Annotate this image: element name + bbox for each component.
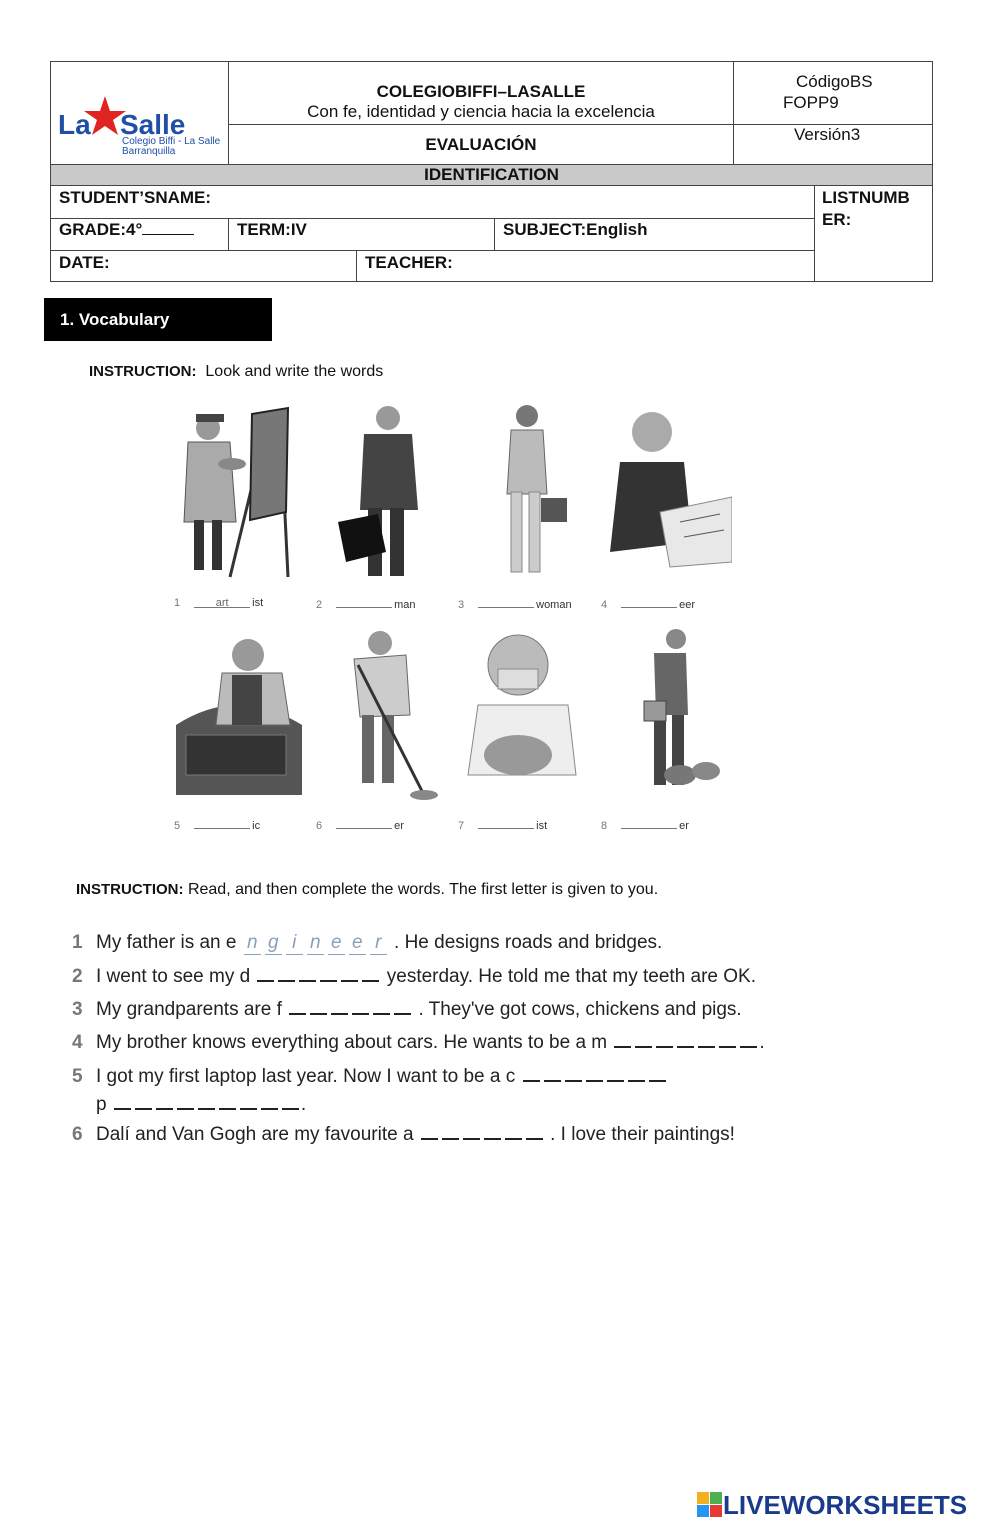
caption-1-input[interactable] xyxy=(194,597,250,608)
answer-letter[interactable]: n xyxy=(244,932,261,955)
sentence-6-post: . I love their paintings! xyxy=(550,1124,735,1145)
caption-5-suffix: ic xyxy=(252,820,261,832)
evaluation-title: EVALUACIÓN xyxy=(425,135,537,154)
liveworksheets-icon xyxy=(697,1492,723,1518)
caption-2-input[interactable] xyxy=(336,597,392,608)
caption-8 xyxy=(601,818,689,832)
caption-4-num: 4 xyxy=(601,599,608,611)
caption-7 xyxy=(458,818,547,832)
sentence-2-post: yesterday. He told me that my teeth are OK. xyxy=(386,966,757,987)
logo-subtitle-2: Barranquilla xyxy=(122,146,176,157)
sentence-5-blanks-a[interactable] xyxy=(521,1066,668,1087)
sentence-1-pre: My father is an e xyxy=(96,932,237,953)
caption-6-suffix: er xyxy=(394,820,404,832)
sentence-4-blanks[interactable] xyxy=(612,1032,759,1053)
sentence-5 xyxy=(72,1066,668,1088)
section-vocabulary-title: 1. Vocabulary xyxy=(44,298,272,341)
sentence-3-num: 3 xyxy=(72,999,83,1020)
caption-2-suffix: man xyxy=(394,599,416,611)
sentence-5-blanks-b[interactable] xyxy=(112,1094,301,1115)
logo-subtitle-1: Colegio Biffi - La Salle xyxy=(122,136,221,147)
caption-7-suffix: ist xyxy=(536,820,548,832)
grade-label xyxy=(59,220,194,240)
teacher-label: TEACHER: xyxy=(365,253,453,272)
sentence-2-pre: I went to see my d xyxy=(96,966,251,987)
sentence-1-post: . He designs roads and bridges. xyxy=(394,932,663,953)
sentence-3-post: . They've got cows, chickens and pigs. xyxy=(418,999,742,1020)
caption-2 xyxy=(316,597,416,611)
caption-7-num: 7 xyxy=(458,820,465,832)
sentence-6 xyxy=(72,1124,735,1146)
sentence-2-num: 2 xyxy=(72,966,83,987)
liveworksheets-logo[interactable] xyxy=(697,1490,967,1520)
caption-1-num: 1 xyxy=(174,597,181,609)
caption-1-answer: art xyxy=(215,597,229,609)
code-line-1: CódigoBS xyxy=(796,72,873,91)
answer-letter[interactable]: g xyxy=(265,932,282,955)
answer-letter[interactable]: r xyxy=(370,932,387,955)
version: Versión3 xyxy=(794,125,861,144)
instruction-2 xyxy=(76,881,658,899)
sentence-4 xyxy=(72,1032,765,1054)
caption-4-input[interactable] xyxy=(621,597,677,608)
instruction-1-text: Look and write the words xyxy=(205,363,384,380)
caption-7-input[interactable] xyxy=(478,818,534,829)
cleaner-icon xyxy=(320,625,452,803)
term-label: TERM:IV xyxy=(237,220,307,239)
caption-4 xyxy=(601,597,695,611)
sentence-6-num: 6 xyxy=(72,1124,83,1145)
svg-text:La: La xyxy=(58,109,91,140)
sentence-4-post: . xyxy=(759,1032,765,1053)
sentence-3 xyxy=(72,999,742,1021)
liveworksheets-text: LIVEWORKSHEETS xyxy=(723,1489,968,1520)
sentence-5-num: 5 xyxy=(72,1066,83,1087)
instruction-1-label: INSTRUCTION: xyxy=(89,363,197,380)
caption-6 xyxy=(316,818,404,832)
sentence-4-pre: My brother knows everything about cars. He wants to be a m xyxy=(96,1032,608,1053)
caption-4-suffix: eer xyxy=(679,599,696,611)
sentence-2-blanks[interactable] xyxy=(255,966,381,987)
answer-letter[interactable]: n xyxy=(307,932,324,955)
caption-5-num: 5 xyxy=(174,820,181,832)
caption-2-num: 2 xyxy=(316,599,323,611)
answer-letter[interactable]: e xyxy=(328,932,345,955)
sentence-3-pre: My grandparents are f xyxy=(96,999,282,1020)
caption-5 xyxy=(174,818,260,832)
caption-3-num: 3 xyxy=(458,599,465,611)
sentence-3-blanks[interactable] xyxy=(287,999,413,1020)
caption-8-num: 8 xyxy=(601,820,608,832)
list-number-label-2: ER: xyxy=(822,210,852,229)
identification-title: IDENTIFICATION xyxy=(424,165,559,184)
sentence-5-pre: I got my first laptop last year. Now I want to be a c xyxy=(96,1066,516,1087)
sentence-6-blanks[interactable] xyxy=(419,1124,545,1145)
list-number-label-1: LISTNUMB xyxy=(822,188,910,207)
sentence-5-line2-pre: p xyxy=(96,1094,107,1115)
farmer-icon xyxy=(600,625,732,803)
caption-8-input[interactable] xyxy=(621,818,677,829)
sentence-6-pre: Dalí and Van Gogh are my favourite a xyxy=(96,1124,414,1145)
caption-3-suffix: woman xyxy=(536,599,572,611)
subject-label: SUBJECT:English xyxy=(503,220,648,239)
caption-3-input[interactable] xyxy=(478,597,534,608)
instruction-1 xyxy=(89,363,383,381)
caption-1 xyxy=(174,597,263,609)
caption-5-input[interactable] xyxy=(194,818,250,829)
painter-icon xyxy=(170,402,302,580)
grade-label-text: GRADE:4° xyxy=(59,220,143,239)
school-name: COLEGIOBIFFI–LASALLE xyxy=(376,82,586,101)
school-motto: Con fe, identidad y ciencia hacia la excelencia xyxy=(307,102,655,121)
instruction-2-text: Read, and then complete the words. The first letter is given to you. xyxy=(187,881,659,898)
dentist-icon xyxy=(458,625,590,803)
answer-letter[interactable]: i xyxy=(286,932,303,955)
businessman-icon xyxy=(320,402,452,580)
code-line-2: FOPP9 xyxy=(783,93,839,112)
caption-1-suffix: ist xyxy=(252,597,264,609)
caption-6-input[interactable] xyxy=(336,818,392,829)
sentence-4-num: 4 xyxy=(72,1032,83,1053)
grade-blank[interactable] xyxy=(142,220,194,235)
engineer-icon xyxy=(600,402,732,580)
date-label: DATE: xyxy=(59,253,110,272)
instruction-2-label: INSTRUCTION: xyxy=(76,881,184,898)
answer-letter[interactable]: e xyxy=(349,932,366,955)
businesswoman-icon xyxy=(465,402,597,580)
sentence-1-num: 1 xyxy=(72,932,83,953)
caption-3 xyxy=(458,597,572,611)
sentence-1 xyxy=(72,932,662,955)
sentence-5-line-2 xyxy=(72,1094,306,1116)
caption-6-num: 6 xyxy=(316,820,323,832)
sentence-2 xyxy=(72,966,756,988)
sentence-5-line2-post: . xyxy=(300,1094,307,1115)
svg-text:Salle: Salle xyxy=(120,109,186,140)
mechanic-icon xyxy=(172,625,304,803)
caption-8-suffix: er xyxy=(679,820,689,832)
student-name-label: STUDENT’SNAME: xyxy=(59,188,212,207)
